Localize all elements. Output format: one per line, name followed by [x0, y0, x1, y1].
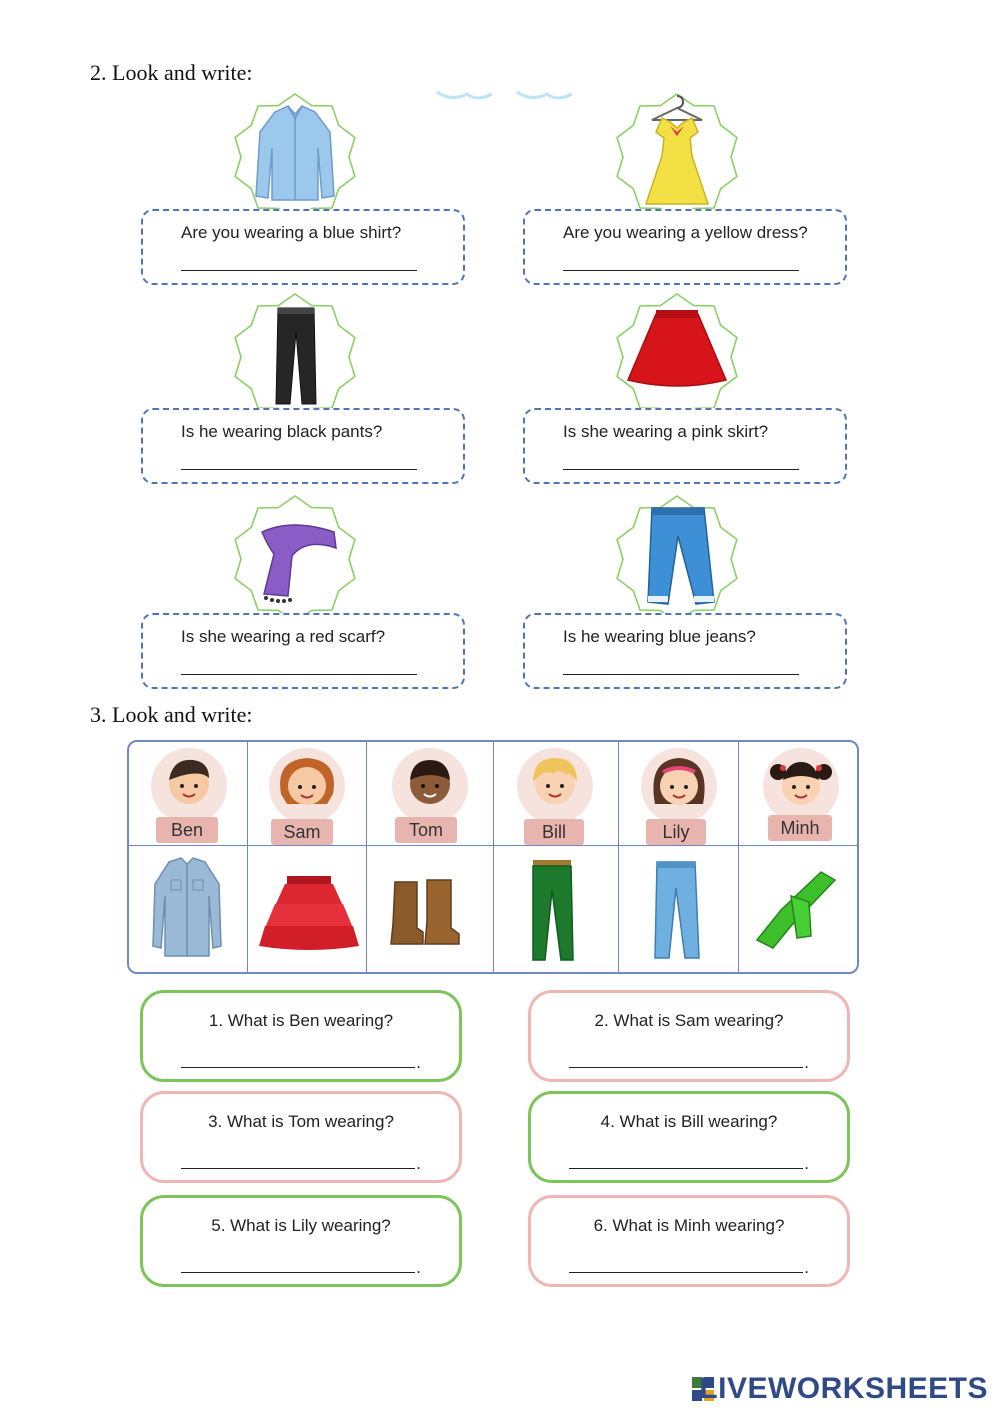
answer-box-5 [140, 1195, 462, 1287]
question-box-5 [141, 613, 465, 689]
answer-field-1[interactable] [181, 270, 417, 271]
scarf-badge [230, 494, 360, 624]
green-scarf-icon [751, 866, 841, 956]
column-divider [618, 742, 619, 972]
question-box-3 [141, 408, 465, 484]
answer-field-11[interactable] [181, 1272, 415, 1273]
answer-field-9[interactable] [181, 1168, 415, 1169]
question-text: 5. What is Lily wearing? [211, 1216, 391, 1235]
answer-box-2 [528, 990, 850, 1082]
black-pants-icon [230, 292, 360, 422]
skirt-badge [612, 292, 742, 422]
yellow-dress-icon [612, 92, 742, 222]
red-skirt-icon [612, 292, 742, 422]
question-text: 6. What is Minh wearing? [593, 1216, 785, 1235]
answer-box-6 [528, 1195, 850, 1287]
kids-clothes-table [127, 740, 859, 974]
red-skirt-icon [257, 872, 361, 952]
section-2-title: 2. Look and write: [90, 60, 253, 85]
shirt-badge [230, 92, 360, 222]
name-tag-bill: Bill [524, 819, 584, 845]
question-text: Are you wearing a yellow dress? [563, 223, 808, 242]
question-text: Is she wearing a red scarf? [181, 627, 386, 646]
blue-shirt-icon [230, 92, 360, 222]
column-divider [247, 742, 248, 972]
question-box-2 [523, 209, 847, 285]
jeans-badge [612, 494, 742, 624]
answer-box-3 [140, 1091, 462, 1183]
denim-shirt-icon [147, 856, 227, 960]
column-divider [738, 742, 739, 972]
period-mark: . [804, 1154, 809, 1173]
question-box-6 [523, 613, 847, 689]
answer-field-12[interactable] [569, 1272, 803, 1273]
question-text: Is he wearing blue jeans? [563, 627, 756, 646]
question-text: Are you wearing a blue shirt? [181, 223, 402, 242]
question-text: Is he wearing black pants? [181, 422, 383, 441]
answer-field-4[interactable] [563, 469, 799, 470]
question-box-4 [523, 408, 847, 484]
period-mark: . [416, 1258, 421, 1277]
brown-boots-icon [385, 872, 465, 952]
period-mark: . [804, 1258, 809, 1277]
answer-field-7[interactable] [181, 1067, 415, 1068]
answer-field-2[interactable] [563, 270, 799, 271]
answer-field-3[interactable] [181, 469, 417, 470]
pants-badge [230, 292, 360, 422]
name-tag-ben: Ben [156, 817, 218, 843]
question-text: 1. What is Ben wearing? [208, 1011, 394, 1030]
answer-box-4 [528, 1091, 850, 1183]
question-text: 3. What is Tom wearing? [208, 1112, 394, 1131]
dress-badge [612, 92, 742, 222]
answer-field-10[interactable] [569, 1168, 803, 1169]
green-pants-icon [517, 856, 587, 964]
answer-field-8[interactable] [569, 1067, 803, 1068]
purple-scarf-icon [230, 494, 360, 624]
column-divider [366, 742, 367, 972]
column-divider [493, 742, 494, 972]
name-tag-tom: Tom [395, 817, 457, 843]
question-text: 2. What is Sam wearing? [594, 1011, 784, 1030]
period-mark: . [804, 1053, 809, 1072]
cloud-decoration-icon [432, 84, 582, 104]
blue-jeans-icon [612, 494, 742, 624]
question-text: 4. What is Bill wearing? [600, 1112, 778, 1131]
answer-field-6[interactable] [563, 674, 799, 675]
name-tag-lily: Lily [646, 819, 706, 845]
answer-field-5[interactable] [181, 674, 417, 675]
section-3-title: 3. Look and write: [90, 702, 253, 727]
question-text: Is she wearing a pink skirt? [563, 422, 769, 441]
period-mark: . [416, 1053, 421, 1072]
period-mark: . [416, 1154, 421, 1173]
answer-box-1 [140, 990, 462, 1082]
name-tag-sam: Sam [271, 819, 333, 845]
name-tag-minh: Minh [768, 815, 832, 841]
question-box-1 [141, 209, 465, 285]
brand-wordmark[interactable]: LIVEWORKSHEETS [699, 1372, 988, 1405]
blue-jeans-icon [641, 856, 711, 964]
